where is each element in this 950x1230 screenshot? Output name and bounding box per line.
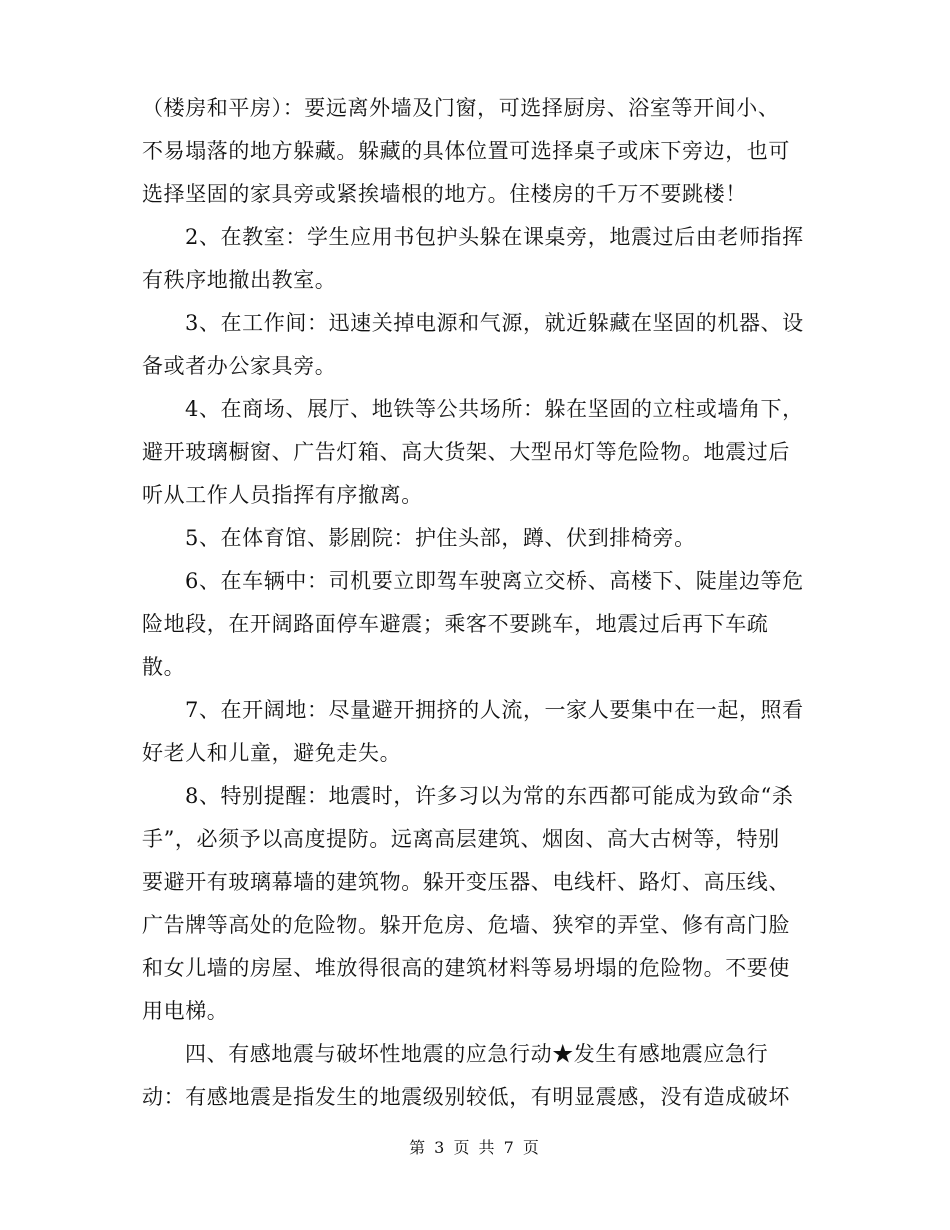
body-text-line: 7、在开阔地：尽量避开拥挤的人流，一家人要集中在一起，照看	[185, 698, 804, 722]
body-text-line: 8、特别提醒：地震时，许多习以为常的东西都可能成为致命“杀	[185, 784, 794, 808]
body-text-line: 广告牌等高处的危险物。躲开危房、危墙、狭窄的弄堂、修有高门脸	[142, 913, 790, 937]
body-text-line: 好老人和儿童，避免走失。	[142, 741, 402, 765]
body-text-line: 有秩序地撤出教室。	[142, 268, 337, 292]
body-text-line: 手”，必须予以高度提防。远离高层建筑、烟囱、高大古树等，特别	[142, 827, 780, 851]
body-text-line: （楼房和平房）：要远离外墙及门窗，可选择厨房、浴室等开间小、	[142, 96, 780, 120]
body-text-line: 选择坚固的家具旁或紧挨墙根的地方。住楼房的千万不要跳楼！	[142, 182, 747, 206]
body-text-line: 2、在教室：学生应用书包护头躲在课桌旁，地震过后由老师指挥	[185, 225, 804, 249]
body-text-line: 4、在商场、展厅、地铁等公共场所：躲在坚固的立柱或墙角下，	[185, 397, 804, 421]
body-text-line: 用电梯。	[142, 999, 229, 1023]
body-text-line: 3、在工作间：迅速关掉电源和气源，就近躲藏在坚固的机器、设	[185, 311, 804, 335]
body-text-line: 不易塌落的地方躲藏。躲藏的具体位置可选择桌子或床下旁边，也可	[142, 139, 790, 163]
body-text-line: 四、有感地震与破坏性地震的应急行动★发生有感地震应急行	[185, 1042, 769, 1066]
body-text-line: 险地段，在开阔路面停车避震；乘客不要跳车，地震过后再下车疏	[142, 612, 769, 636]
body-text-line: 避开玻璃橱窗、广告灯箱、高大货架、大型吊灯等危险物。地震过后	[142, 440, 790, 464]
body-text-line: 听从工作人员指挥有序撤离。	[142, 483, 423, 507]
body-text-line: 5、在体育馆、影剧院：护住头部，蹲、伏到排椅旁。	[185, 526, 696, 550]
page-number-footer: 第 3 页 共 7 页	[409, 1138, 541, 1157]
body-text-line: 6、在车辆中：司机要立即驾车驶离立交桥、高楼下、陡崖边等危	[185, 569, 804, 593]
body-text-line: 要避开有玻璃幕墙的建筑物。躲开变压器、电线杆、路灯、高压线、	[142, 870, 790, 894]
body-text-line: 和女儿墙的房屋、堆放得很高的建筑材料等易坍塌的危险物。不要使	[142, 956, 790, 980]
body-text-line: 动：有感地震是指发生的地震级别较低，有明显震感，没有造成破坏	[142, 1085, 790, 1109]
body-text-line: 散。	[142, 655, 186, 679]
body-text-line: 备或者办公家具旁。	[142, 354, 337, 378]
